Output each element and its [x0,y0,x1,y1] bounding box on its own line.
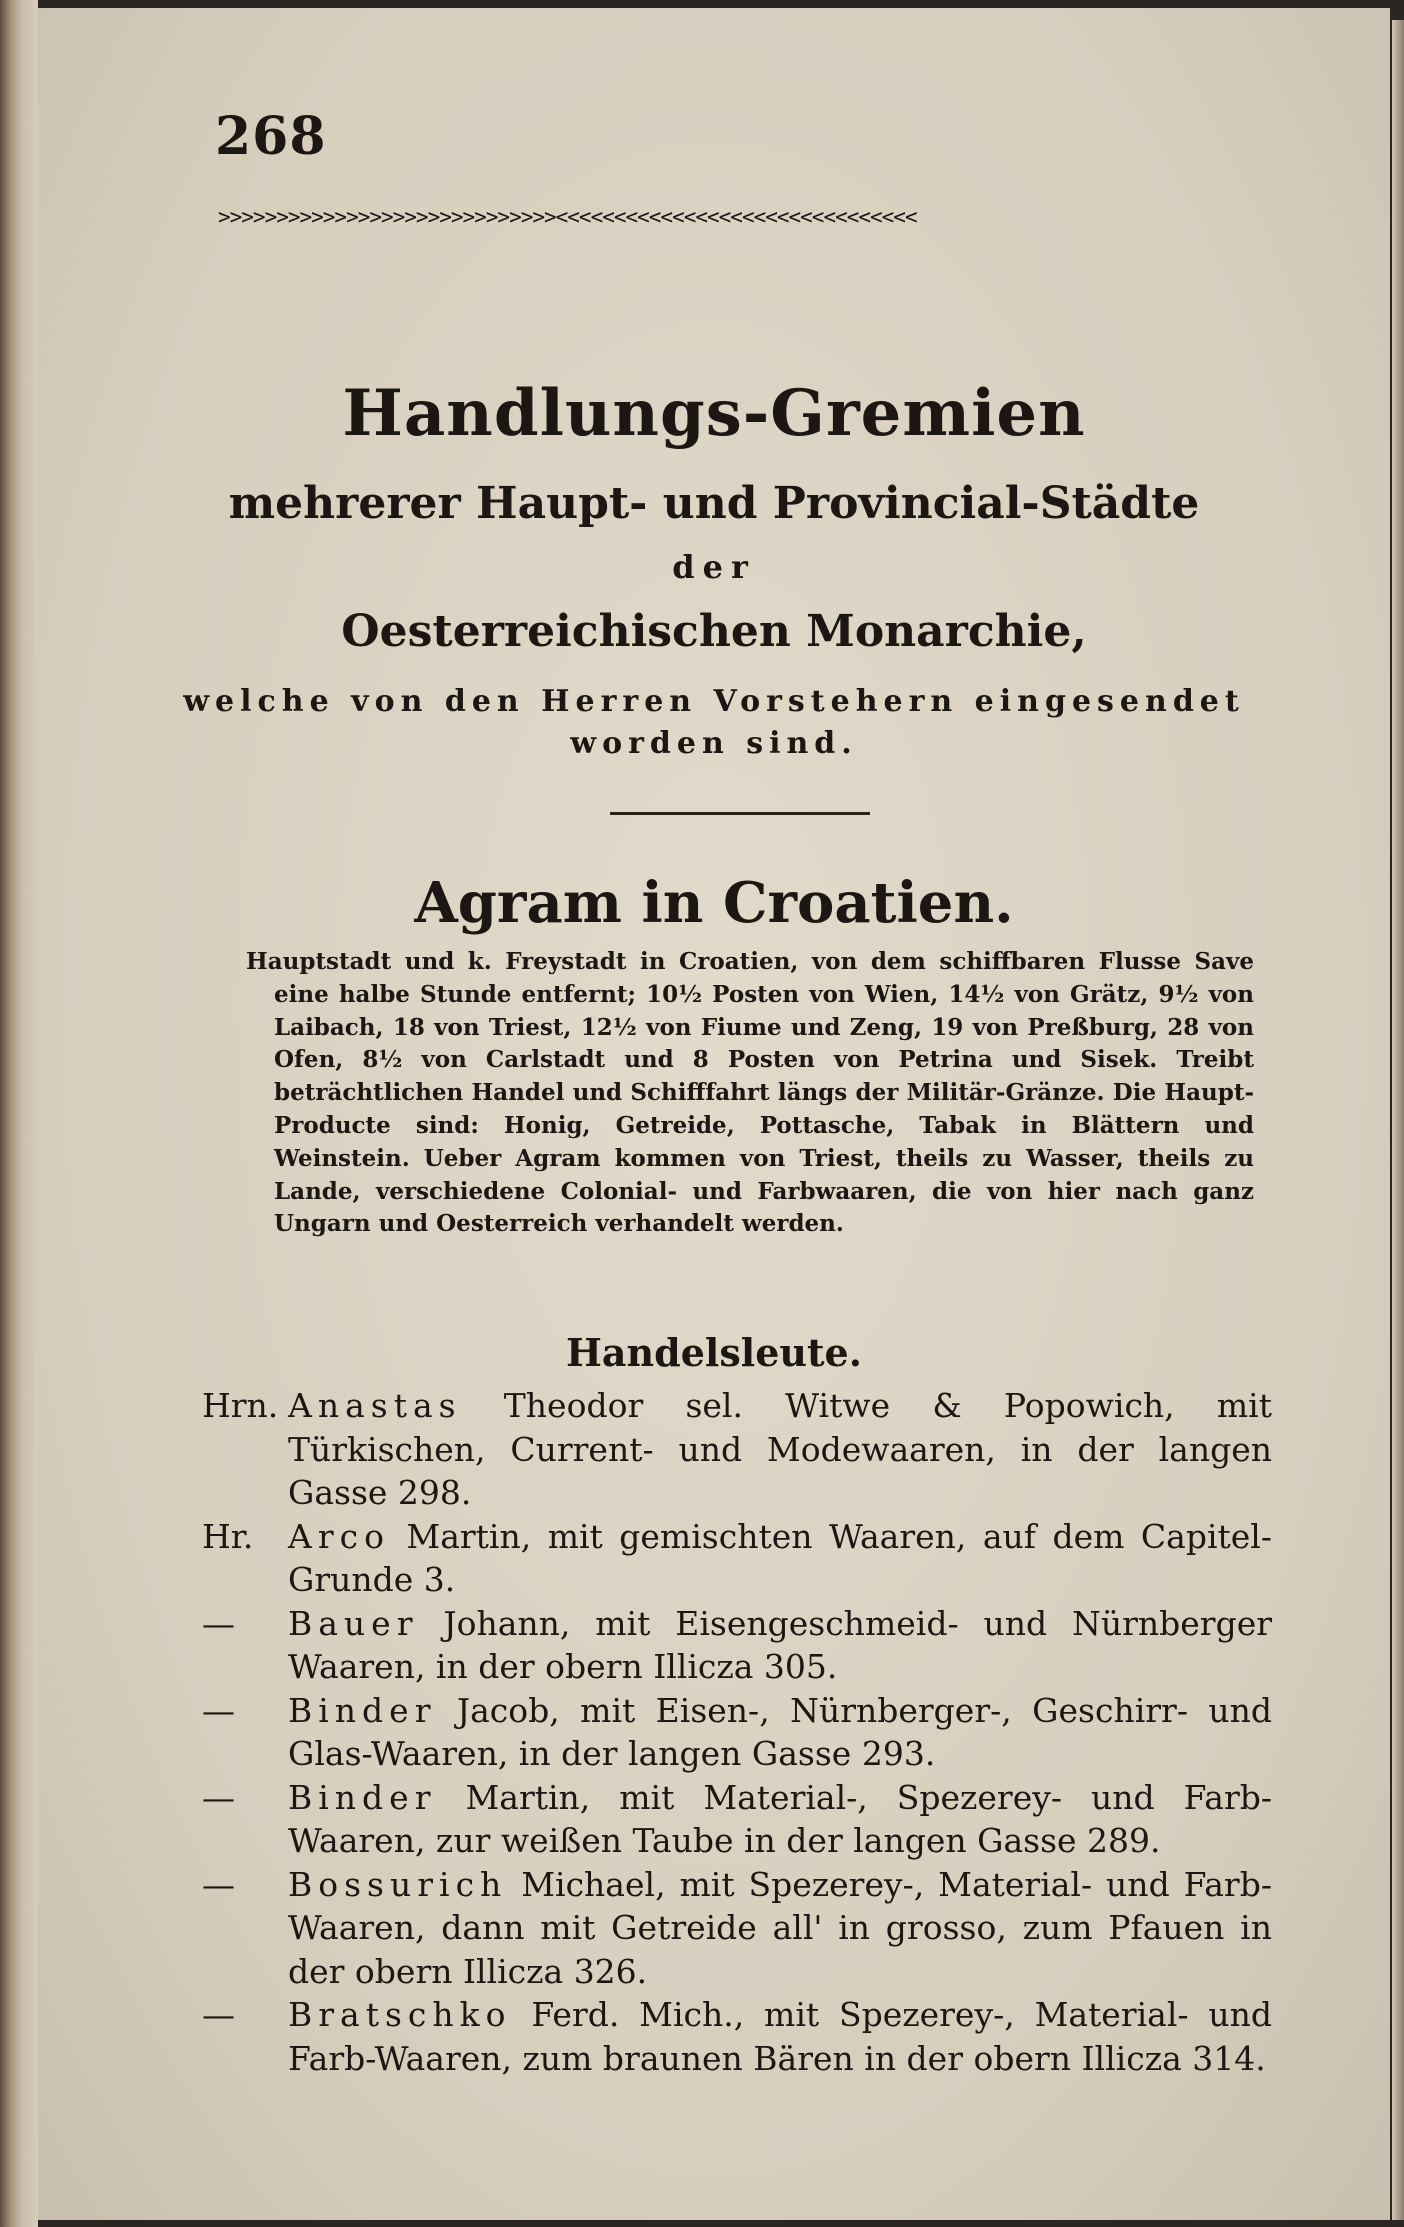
subtitle-note-line1: welche von den Herren Vorstehern eingesendet [183,684,1245,719]
city-description: Hauptstadt und k. Freystadt in Croatien, von dem schiffbaren Flusse Save eine halbe Stunde entfernt; 10½ Posten von Wien, 14½ von Grätz, 9½ von Laibach, 18 von Triest, 12½ von Fiume und Zeng, 19 von Preßburg, 28 von Ofen, 8½ von Carlstadt und 8 Posten von Petrina und Sisek. Treibt beträchtlichen Handel und Schifffahrt längs der Militär-Gränze. Die Haupt-Producte sind: Honig, Getreide, Pottasche, Tabak in Blättern und Weinstein. Ueber Agram kommen von Triest, theils zu Wasser, theils zu Lande, verschiedene Colonial- und Farbwaaren, die von hier nach ganz Ungarn und Oesterreich verhandelt werden. [246,948,1254,1238]
merchant-entry [202,1602,1272,1689]
entry-prefix: — [202,1690,235,1730]
page [38,8,1390,2220]
merchant-details: Theodor sel. Witwe & Popowich, mit Türkischen, Current- und Modewaaren, in der langen Gasse 298. [288,1386,1272,1512]
entry-prefix: Hr. [202,1516,254,1556]
merchant-entry [202,1863,1272,1994]
section-divider [610,812,870,815]
entry-prefix: — [202,1995,235,2034]
page-edge [1392,20,1404,2220]
subtitle-article: der [672,548,756,586]
merchant-entry [202,1993,1272,2080]
main-title: Handlungs-Gremien [342,376,1086,451]
entry-prefix: — [202,1777,235,1817]
subtitle-note-line2: worden sind. [570,726,858,761]
merchant-name: Bauer [288,1603,419,1643]
merchant-details: Ferd. Mich., mit Spezerey-, Material- und Farb-Waaren, zum braunen Bären in der obern Illicza 314. [288,1995,1272,2078]
merchant-name: Bossurich [288,1864,508,1904]
entry-prefix: — [202,1864,235,1904]
merchant-name: Bratschko [288,1995,512,2034]
entry-prefix: — [202,1603,235,1643]
merchant-entry [202,1689,1272,1776]
merchant-details: Martin, mit gemischten Waaren, auf dem Capitel-Grunde 3. [288,1516,1272,1599]
merchant-entry [202,1515,1272,1602]
merchant-name: Arco [288,1516,390,1556]
merchant-details: Michael, mit Spezerey-, Material- und Farb-Waaren, dann mit Getreide all' in grosso, zum Pfauen in der obern Illicza 326. [288,1864,1272,1991]
merchant-entry [202,1776,1272,1863]
merchants-heading: Handelsleute. [566,1330,862,1375]
merchant-details: Jacob, mit Eisen-, Nürnberger-, Geschirr- und Glas-Waaren, in der langen Gasse 293. [288,1690,1272,1773]
page-number: 268 [215,106,327,167]
subtitle-cities: mehrerer Haupt- und Provincial-Städte [228,478,1200,529]
merchant-name: Binder [288,1690,437,1730]
merchant-list [202,1384,1272,2080]
book-gutter [0,0,38,2227]
merchant-details: Johann, mit Eisengeschmeid- und Nürnberger Waaren, in der obern Illicza 305. [288,1603,1272,1686]
merchant-details: Martin, mit Material-, Spezerey- und Farb-Waaren, zur weißen Taube in der langen Gasse 289. [288,1777,1272,1860]
entry-prefix: Hrn. [202,1386,279,1425]
merchant-name: Binder [288,1777,437,1817]
subtitle-monarchy: Oesterreichischen Monarchie, [341,606,1087,657]
ornamental-rule: >>>>>>>>>>>>>>>>>>>>>>>>>>>>><<<<<<<<<<<<<<<<<<<<<<<<<<<<<<< [218,205,917,229]
merchant-entry [202,1384,1272,1515]
merchant-name: Anastas [288,1386,462,1425]
city-heading: Agram in Croatien. [414,870,1014,936]
